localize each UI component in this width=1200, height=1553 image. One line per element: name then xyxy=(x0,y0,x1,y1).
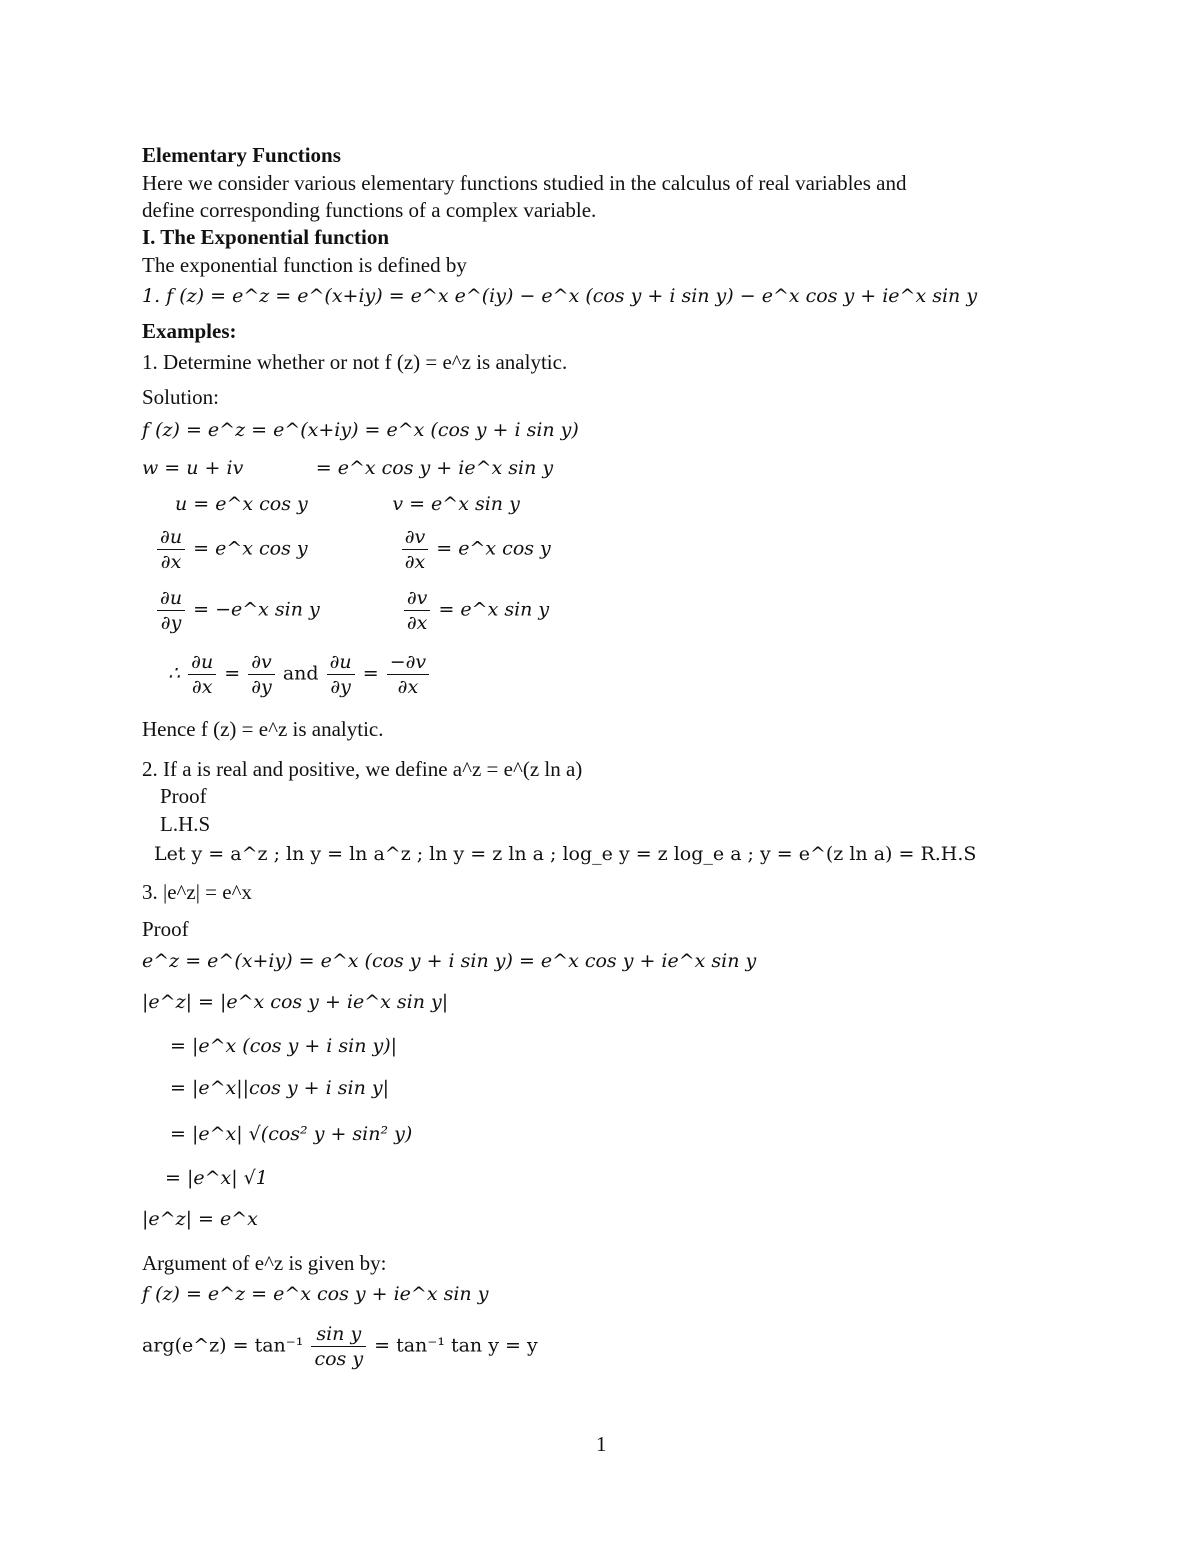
section-heading: I. The Exponential function xyxy=(142,225,390,249)
partial-row-1: $\frac{\partial u}{\partial x}$ = e^x cos y $\frac{\partial v}{\partial x}$ = e^x cos y xyxy=(155,525,551,574)
proof-line-5: = |e^x| √(cos² y + sin² y) xyxy=(170,1123,413,1145)
definition-formula: 1. f (z) = e^z = e^(x+iy) = e^x e^(iy) − e^x (cos y + i sin y) − e^x cos y + ie^x sin y xyxy=(142,285,978,307)
hence-statement: Hence f (z) = e^z is analytic. xyxy=(142,717,384,741)
fraction-cr-3: $\frac{\partial u}{\partial y}$ xyxy=(327,650,355,699)
example-3-proof: Proof xyxy=(142,917,189,941)
example-1-statement: 1. Determine whether or not f (z) = e^z is analytic. xyxy=(142,350,568,374)
page-number: 1 xyxy=(596,1432,607,1456)
proof-line-1: e^z = e^(x+iy) = e^x (cos y + i sin y) = e^x cos y + ie^x sin y xyxy=(142,950,757,972)
proof-line-2: |e^z| = |e^x cos y + ie^x sin y| xyxy=(142,991,449,1013)
solution-line-2: w = u + iv = e^x cos y + ie^x sin y xyxy=(142,457,554,479)
example-2-lhs: L.H.S xyxy=(160,812,211,836)
solution-label: Solution: xyxy=(142,385,220,409)
example-3-statement: 3. |e^z| = e^x xyxy=(142,880,252,904)
cauchy-riemann-row: ∴ $\frac{\partial u}{\partial x}$ = $\frac{\partial v}{\partial y}$ and $\frac{\partial u}{\partial y}$ = $\frac{-\partial v}{\partial x}$ xyxy=(168,650,431,699)
fraction-dv-dx-2: $\frac{\partial v}{\partial x}$ xyxy=(404,586,431,635)
argument-formula: f (z) = e^z = e^x cos y + ie^x sin y xyxy=(142,1283,489,1305)
fraction-cr-1: $\frac{\partial u}{\partial x}$ xyxy=(188,650,216,699)
fraction-du-dx: $\frac{\partial u}{\partial x}$ xyxy=(157,525,185,574)
fraction-cr-2: $\frac{\partial v}{\partial y}$ xyxy=(248,650,275,699)
fraction-dv-dx: $\frac{\partial v}{\partial x}$ xyxy=(402,525,429,574)
proof-line-4: = |e^x||cos y + i sin y| xyxy=(170,1077,390,1099)
argument-label: Argument of e^z is given by: xyxy=(142,1251,387,1275)
proof-line-6: = |e^x| √1 xyxy=(165,1167,268,1189)
proof-line-3: = |e^x (cos y + i sin y)| xyxy=(170,1035,398,1057)
proof-line-7: |e^z| = e^x xyxy=(142,1208,258,1230)
example-2-let: Let y = a^z ; ln y = ln a^z ; ln y = z ln a ; log_e y = z log_e a ; y = e^(z ln a) = R.H.S xyxy=(154,843,977,865)
fraction-du-dy: $\frac{\partial u}{\partial y}$ xyxy=(157,586,185,635)
fraction-sin-cos: $\frac{\text{sin y}}{\text{cos y}}$ xyxy=(311,1322,366,1371)
argument-result: arg(e^z) = tan⁻¹ $\frac{\text{sin y}}{\text{cos y}}$ = tan⁻¹ tan y = y xyxy=(142,1323,538,1370)
solution-line-1: f (z) = e^z = e^(x+iy) = e^x (cos y + i sin y) xyxy=(142,419,579,441)
intro-line-2: define corresponding functions of a complex variable. xyxy=(142,198,597,222)
example-2-statement: 2. If a is real and positive, we define a^z = e^(z ln a) xyxy=(142,757,583,781)
page-title: Elementary Functions xyxy=(142,143,341,167)
partial-row-2: $\frac{\partial u}{\partial y}$ = −e^x sin y $\frac{\partial v}{\partial x}$ = e^x sin y xyxy=(155,586,549,635)
intro-line-1: Here we consider various elementary functions studied in the calculus of real variables and xyxy=(142,171,907,195)
solution-line-3: u = e^x cos y v = e^x sin y xyxy=(175,493,520,515)
definition-text: The exponential function is defined by xyxy=(142,253,467,277)
examples-heading: Examples: xyxy=(142,319,237,343)
fraction-cr-4: $\frac{-\partial v}{\partial x}$ xyxy=(387,650,429,699)
example-2-proof: Proof xyxy=(160,784,207,808)
